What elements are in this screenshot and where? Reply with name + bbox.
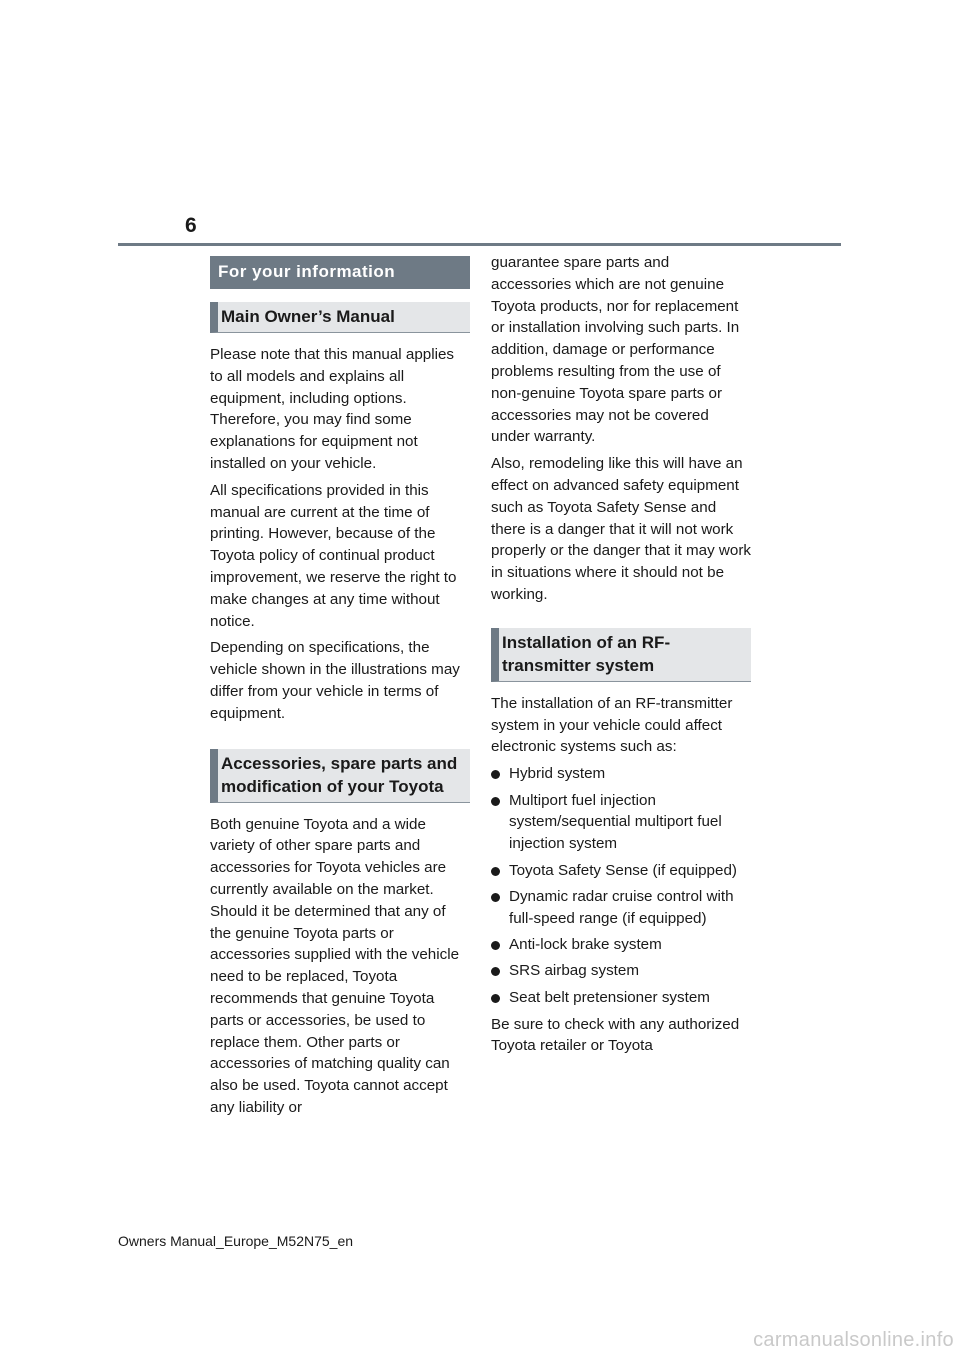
- bullet-icon: [491, 994, 500, 1003]
- main-manual-paragraph: Please note that this manual applies to all models and explains all equipment, including options. Therefore, you may find some explanations for equipment not installed on your vehicle.: [210, 346, 455, 472]
- right-column: [491, 252, 751, 1062]
- list-item: [491, 960, 751, 982]
- main-manual-heading: Main Owner’s Manual: [210, 302, 470, 333]
- accessories-heading: Accessories, spare parts and modification of your Toyota: [210, 749, 470, 803]
- footer-document-id: Owners Manual_Europe_M52N75_en: [118, 1233, 354, 1249]
- list-item-text: Hybrid system: [509, 765, 606, 783]
- accessories-paragraph: Both genuine Toyota and a wide variety of other spare parts and accessories for Toyota vehicles are currently available on the market. Should it be determined that any of the genuine Toyota parts or accessories supplied with the vehicle need to be replaced, Toyota recommends that genuine Toyota parts or accessories, be used to replace them. Other parts or accessories of matching quality can also be used. Toyota cannot accept any liability or: [210, 815, 460, 1116]
- list-item-text: Seat belt pretensioner system: [509, 988, 710, 1006]
- watermark-logo: carmanualsonline.info: [753, 1329, 954, 1351]
- list-item: [491, 790, 751, 855]
- list-item: [491, 763, 751, 785]
- continuation-paragraph: guarantee spare parts and accessories which are not genuine Toyota products, nor for replacement or installation involving such parts. In addition, damage or performance problems resulting from the use of non-genuine Toyota spare parts or accessories may not be covered under warranty.: [491, 254, 740, 446]
- bullet-icon: [491, 770, 500, 779]
- main-manual-paragraph: Depending on specifications, the vehicle shown in the illustrations may differ from your vehicle in terms of equipment.: [210, 639, 460, 722]
- rf-transmitter-heading: Installation of an RF-transmitter system: [491, 628, 751, 682]
- list-item: [491, 886, 751, 930]
- list-item-text: Dynamic radar cruise control with full-speed range (if equipped): [509, 887, 734, 927]
- list-item: [491, 987, 751, 1009]
- bullet-icon: [491, 893, 500, 902]
- bullet-icon: [491, 941, 500, 950]
- rf-transmitter-closing: Be sure to check with any authorized Toyota retailer or Toyota: [491, 1015, 740, 1055]
- page-number: 6: [185, 214, 197, 237]
- left-column: [210, 256, 470, 1124]
- rf-affected-systems-list: [491, 763, 751, 1009]
- list-item-text: Toyota Safety Sense (if equipped): [509, 861, 737, 879]
- bullet-icon: [491, 867, 500, 876]
- section-title: For your information: [210, 256, 470, 289]
- list-item-text: SRS airbag system: [509, 962, 639, 980]
- bullet-icon: [491, 967, 500, 976]
- list-item-text: Multiport fuel injection system/sequential multiport fuel injection system: [509, 791, 722, 853]
- bullet-icon: [491, 797, 500, 806]
- rf-transmitter-intro: The installation of an RF-transmitter system in your vehicle could affect electronic systems such as:: [491, 694, 733, 756]
- main-manual-paragraph: All specifications provided in this manual are current at the time of printing. However, because of the Toyota policy of continual product improvement, we reserve the right to make changes at any time without notice.: [210, 481, 457, 630]
- list-item-text: Anti-lock brake system: [509, 936, 662, 954]
- list-item: [491, 860, 751, 882]
- continuation-paragraph: Also, remodeling like this will have an effect on advanced safety equipment such as Toyota Safety Sense and there is a danger that it will not work properly or the danger that it may work in situations where it should not be working.: [491, 455, 751, 603]
- header-rule: [118, 243, 841, 246]
- list-item: [491, 934, 751, 956]
